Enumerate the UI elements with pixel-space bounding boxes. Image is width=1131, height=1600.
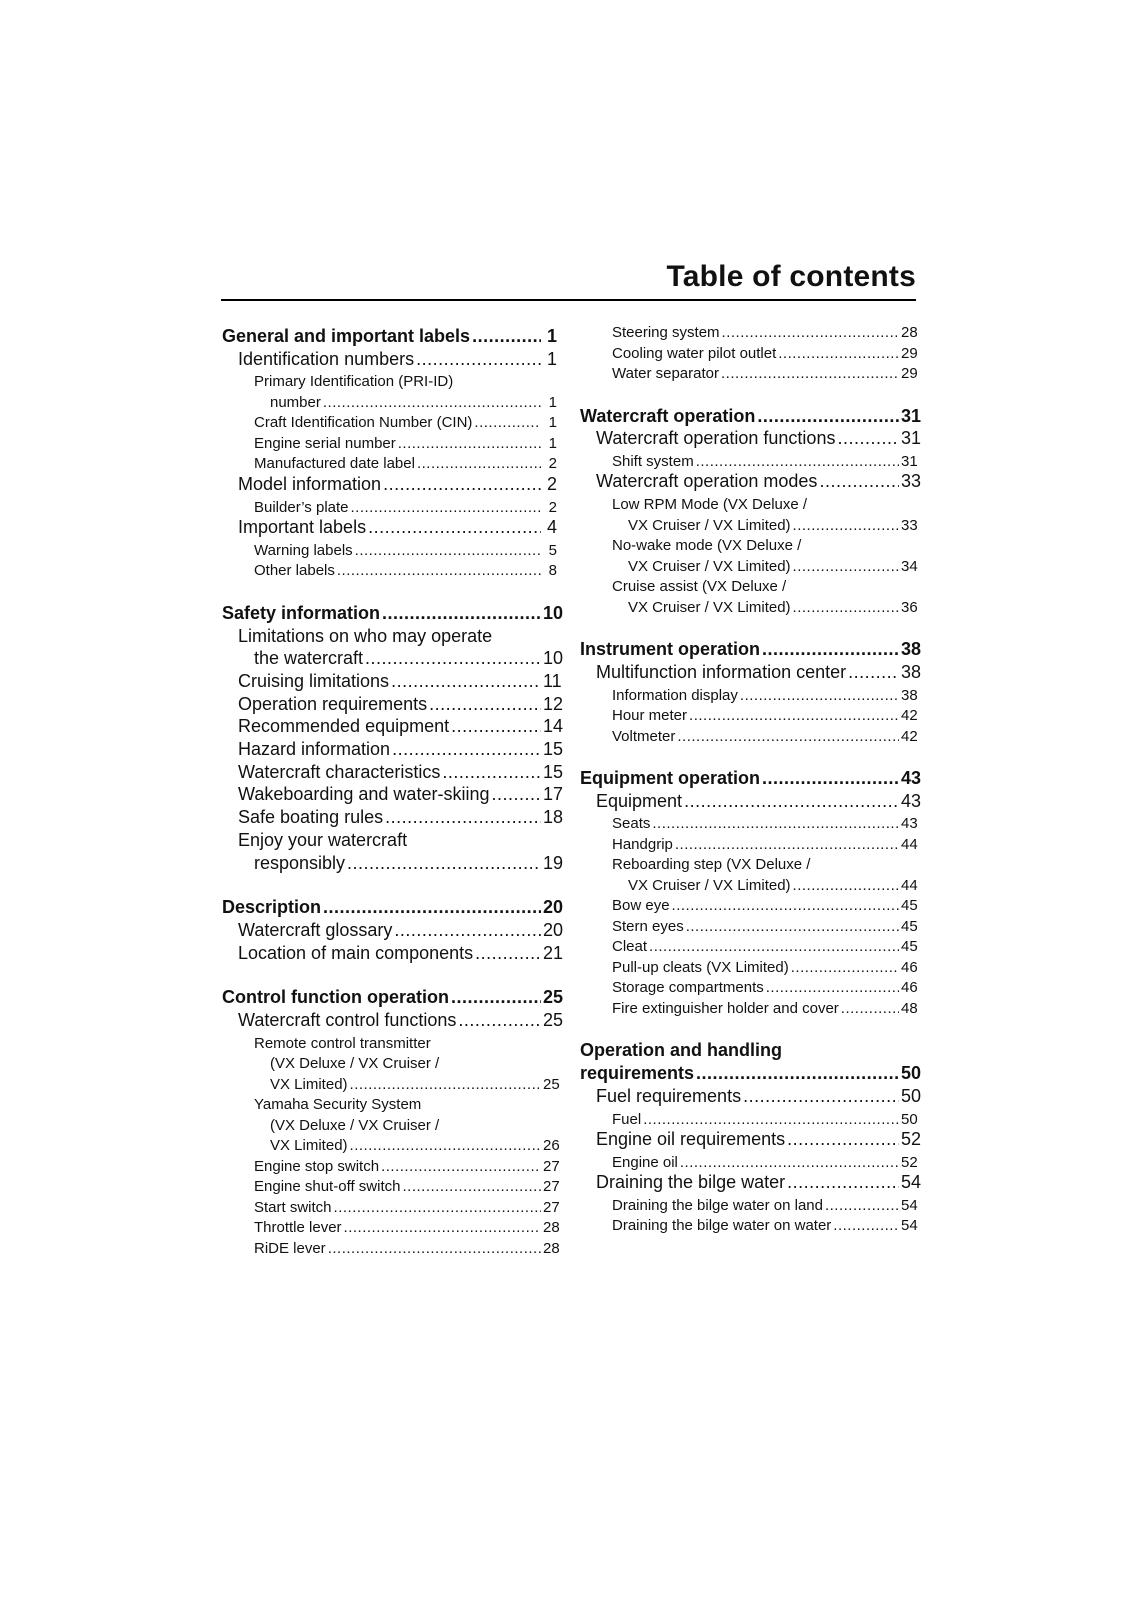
toc-entry[interactable] — [596, 1085, 922, 1107]
dot-leader — [381, 1158, 541, 1175]
dot-leader — [689, 707, 899, 724]
toc-entry[interactable] — [628, 516, 918, 534]
toc-entry-title: Steering system — [612, 324, 720, 341]
toc-page-number: 50 — [901, 1085, 922, 1106]
toc-page-number: 15 — [543, 739, 564, 759]
toc-page-number: 1 — [548, 414, 557, 432]
toc-page-number: 27 — [543, 1198, 560, 1216]
toc-page-number: 38 — [901, 661, 922, 682]
toc-entry-title: Engine shut-off switch — [254, 1178, 401, 1196]
toc-page-number: 34 — [901, 557, 918, 575]
dot-leader — [762, 639, 899, 660]
dot-leader — [472, 326, 541, 347]
toc-page-number: 31 — [901, 452, 918, 470]
toc-entry-title: (VX Deluxe / VX Cruiser / — [270, 1116, 440, 1134]
dot-leader — [382, 603, 541, 624]
dot-leader — [398, 435, 541, 452]
toc-entry-title: Draining the bilge water on land — [612, 1196, 823, 1214]
toc-page-number: 29 — [901, 365, 918, 382]
dot-leader — [672, 897, 899, 914]
toc-entry[interactable] — [254, 648, 564, 669]
toc-entry-title: Manufactured date label — [254, 455, 415, 473]
toc-section-heading[interactable] — [580, 768, 922, 789]
dot-leader — [347, 853, 541, 874]
toc-entry-title: Builder’s plate — [254, 498, 349, 516]
toc-entry[interactable] — [612, 686, 918, 704]
toc-entry-title: Cruising limitations — [238, 670, 390, 691]
dot-leader — [757, 406, 899, 427]
dot-leader — [323, 897, 541, 918]
dot-leader — [793, 517, 899, 534]
toc-entry[interactable] — [270, 1055, 557, 1072]
dot-leader — [787, 1129, 899, 1150]
toc-page-number: 31 — [901, 405, 922, 426]
toc-entry[interactable] — [612, 1153, 918, 1171]
toc-entry-title: Watercraft operation — [580, 405, 756, 426]
toc-entry-title: Equipment — [596, 790, 683, 811]
toc-entry[interactable] — [612, 365, 918, 382]
toc-entry[interactable] — [596, 471, 922, 492]
toc-entry-title: Cooling water pilot outlet — [612, 344, 777, 362]
toc-entry[interactable] — [238, 1010, 564, 1031]
dot-leader — [350, 1137, 541, 1154]
dot-leader — [793, 877, 899, 894]
toc-entry-title: Safe boating rules — [238, 807, 384, 828]
toc-entry-title: Craft Identification Number (CIN) — [254, 414, 473, 432]
dot-leader — [743, 1086, 899, 1107]
toc-entry[interactable] — [596, 428, 922, 449]
toc-page-number: 50 — [901, 1063, 922, 1084]
toc-page-number: 26 — [543, 1137, 560, 1155]
toc-entry-title: Operation requirements — [238, 693, 428, 714]
toc-page-number: 10 — [543, 602, 564, 623]
toc-entry-title: (VX Deluxe / VX Cruiser / — [270, 1055, 440, 1073]
dot-leader — [833, 1217, 899, 1234]
toc-entry-title: Fuel requirements — [596, 1085, 742, 1106]
toc-entry[interactable] — [612, 835, 918, 853]
toc-page-number: 54 — [901, 1172, 922, 1193]
toc-entry-title: Cleat — [612, 938, 648, 956]
dot-leader — [416, 349, 541, 370]
toc-page-number: 1 — [546, 326, 557, 346]
toc-entry[interactable] — [612, 958, 918, 976]
toc-entry[interactable] — [254, 1178, 560, 1196]
toc-entry-title: Draining the bilge water on water — [612, 1217, 832, 1235]
toc-entry-title: Remote control transmitter — [254, 1034, 431, 1052]
dot-leader — [778, 345, 899, 362]
toc-entry-title: Engine stop switch — [254, 1157, 380, 1175]
toc-page-number: 33 — [901, 471, 922, 492]
toc-entry-title: Stern eyes — [612, 917, 684, 935]
toc-page-number: 33 — [901, 516, 918, 534]
toc-entry-title: Control function operation — [222, 987, 449, 1008]
toc-page-number: 25 — [543, 1010, 564, 1030]
dot-leader — [721, 365, 899, 382]
toc-page-number: 28 — [543, 1219, 560, 1237]
toc-page-number: 27 — [543, 1157, 560, 1175]
toc-page-number: 45 — [901, 917, 918, 935]
toc-page-number: 19 — [543, 852, 564, 873]
toc-entry[interactable] — [612, 999, 918, 1017]
dot-leader — [474, 414, 541, 431]
toc-entry-title: VX Limited) — [270, 1137, 348, 1155]
toc-entry[interactable] — [254, 1239, 560, 1257]
toc-page-number: 25 — [543, 987, 564, 1008]
page-title: Table of contents — [666, 260, 916, 293]
toc-entry[interactable] — [612, 979, 918, 997]
toc-entry[interactable] — [238, 739, 564, 760]
toc-entry[interactable] — [238, 716, 564, 737]
toc-entry[interactable] — [254, 542, 557, 559]
toc-entry[interactable] — [596, 661, 922, 683]
toc-entry-title: Fire extinguisher holder and cover — [612, 999, 839, 1017]
toc-entry[interactable] — [238, 349, 557, 370]
dot-leader — [429, 694, 541, 715]
dot-leader — [368, 517, 541, 538]
toc-entry[interactable] — [238, 761, 564, 783]
toc-entry-title: Low RPM Mode (VX Deluxe / — [612, 496, 808, 514]
toc-entry-title: Watercraft characteristics — [238, 761, 441, 782]
toc-entry-title: requirements — [580, 1063, 695, 1084]
toc-entry-title: Fuel — [612, 1110, 642, 1128]
toc-entry-title: Instrument operation — [580, 639, 761, 660]
toc-page-number: 38 — [901, 686, 918, 704]
toc-page-number: 14 — [543, 716, 564, 737]
dot-leader — [766, 979, 899, 996]
toc-entry-title: Reboarding step (VX Deluxe / — [612, 856, 811, 874]
dot-leader — [385, 807, 541, 828]
toc-entry[interactable] — [612, 1196, 918, 1214]
toc-page-number: 1 — [548, 393, 557, 411]
toc-entry-title: Watercraft control functions — [238, 1010, 457, 1030]
dot-leader — [391, 671, 541, 692]
toc-entry[interactable] — [254, 562, 557, 579]
toc-entry-title: Watercraft glossary — [238, 919, 393, 940]
toc-entry-title: Safety information — [222, 602, 381, 623]
toc-page-number: 44 — [901, 876, 918, 894]
toc-entry-title: Watercraft operation modes — [596, 471, 818, 492]
toc-page-number: 54 — [901, 1196, 918, 1214]
toc-page-number: 36 — [901, 598, 918, 616]
dot-leader — [323, 394, 541, 411]
toc-page-number: 5 — [548, 541, 557, 559]
dot-leader — [680, 1154, 899, 1171]
toc-page-number: 2 — [548, 498, 557, 516]
toc-page-number: 10 — [543, 648, 564, 669]
toc-page-number: 46 — [901, 958, 918, 976]
toc-entry[interactable] — [612, 815, 918, 833]
toc-entry[interactable] — [596, 1129, 922, 1150]
dot-leader — [442, 762, 541, 783]
toc-entry[interactable] — [612, 452, 918, 470]
toc-page-number: 43 — [901, 815, 918, 833]
toc-page-number: 8 — [548, 562, 557, 580]
toc-entry-title: Location of main components — [238, 942, 474, 963]
toc-entry[interactable] — [612, 727, 918, 745]
dot-leader — [677, 728, 899, 745]
dot-leader — [675, 836, 899, 853]
toc-entry-title: Handgrip — [612, 835, 673, 853]
toc-entry-title: Shift system — [612, 452, 694, 470]
toc-entry-title: number — [270, 393, 321, 411]
toc-page-number: 31 — [901, 428, 922, 449]
toc-page-number: 42 — [901, 727, 918, 745]
toc-entry-title: Enjoy your watercraft — [238, 829, 408, 850]
toc-entry[interactable] — [254, 373, 557, 390]
toc-page-number: 43 — [901, 790, 922, 811]
toc-entry[interactable] — [612, 856, 915, 873]
dot-leader — [350, 1076, 541, 1093]
toc-entry[interactable] — [238, 830, 557, 851]
dot-leader — [684, 791, 899, 812]
toc-entry-title: Yamaha Security System — [254, 1096, 422, 1114]
dot-leader — [383, 474, 541, 495]
toc-entry[interactable] — [612, 1217, 918, 1235]
toc-entry-title: RiDE lever — [254, 1239, 326, 1257]
toc-section-heading[interactable] — [222, 897, 564, 918]
toc-entry[interactable] — [612, 1110, 918, 1128]
toc-entry-title: Voltmeter — [612, 727, 676, 745]
dot-leader — [740, 687, 899, 704]
toc-entry[interactable] — [238, 517, 557, 538]
toc-entry-title: General and important labels — [222, 326, 471, 346]
dot-leader — [344, 1219, 541, 1236]
toc-entry-title: Hour meter — [612, 707, 688, 724]
dot-leader — [355, 542, 541, 559]
dot-leader — [841, 1000, 899, 1017]
toc-page-number: 21 — [543, 942, 564, 963]
toc-entry-title: Multifunction information center — [596, 661, 847, 682]
dot-leader — [475, 943, 541, 964]
dot-leader — [791, 959, 899, 976]
toc-entry[interactable] — [254, 1096, 557, 1113]
toc-entry-title: Limitations on who may operate — [238, 625, 493, 646]
toc-entry-title: Operation and handling — [580, 1040, 782, 1061]
dot-leader — [365, 648, 541, 669]
toc-entry[interactable] — [238, 474, 557, 495]
toc-page-number: 17 — [543, 784, 564, 805]
toc-entry[interactable] — [254, 1219, 560, 1237]
dot-leader — [334, 1199, 541, 1216]
toc-entry[interactable] — [270, 1117, 557, 1134]
toc-entry[interactable] — [612, 897, 918, 915]
toc-entry-title: Other labels — [254, 562, 335, 580]
toc-page-number: 18 — [543, 807, 564, 828]
toc-entry[interactable] — [628, 598, 918, 616]
toc-entry-title: Identification numbers — [238, 348, 415, 369]
dot-leader — [686, 918, 899, 935]
toc-page-number: 28 — [543, 1239, 560, 1257]
toc-section-heading[interactable] — [222, 326, 557, 347]
toc-entry[interactable] — [254, 1035, 557, 1052]
toc-entry-title: No-wake mode (VX Deluxe / — [612, 537, 802, 555]
toc-entry-title: Seats — [612, 815, 651, 833]
toc-entry-title: VX Cruiser / VX Limited) — [628, 516, 791, 534]
toc-section-heading[interactable] — [580, 1040, 915, 1061]
toc-page-number: 25 — [543, 1075, 560, 1093]
toc-entry-title: responsibly — [254, 852, 346, 873]
toc-page-number: 2 — [548, 455, 557, 473]
toc-entry-title: Water separator — [612, 365, 719, 382]
toc-entry[interactable] — [254, 455, 557, 472]
toc-entry-title: Hazard information — [238, 739, 391, 759]
dot-leader — [337, 562, 541, 579]
toc-entry-title: Throttle lever — [254, 1219, 342, 1237]
toc-entry-title: Information display — [612, 686, 738, 704]
dot-leader — [451, 987, 541, 1008]
toc-entry-title: VX Limited) — [270, 1075, 348, 1093]
dot-leader — [328, 1240, 541, 1257]
toc-page-number: 20 — [543, 897, 564, 918]
dot-leader — [451, 716, 541, 737]
toc-page-number: 42 — [901, 707, 918, 724]
toc-entry[interactable] — [612, 324, 918, 341]
toc-page-number: 20 — [543, 919, 564, 940]
toc-entry[interactable] — [238, 942, 564, 964]
toc-entry[interactable] — [270, 1137, 560, 1155]
toc-page-number: 29 — [901, 344, 918, 362]
dot-leader — [696, 453, 899, 470]
toc-entry[interactable] — [612, 344, 918, 362]
toc-page-number: 44 — [901, 835, 918, 853]
toc-entry-title: Bow eye — [612, 897, 670, 915]
toc-entry-title: Important labels — [238, 517, 367, 538]
toc-page-number: 28 — [901, 324, 918, 341]
toc-entry[interactable] — [612, 496, 915, 513]
toc-entry[interactable] — [628, 876, 918, 894]
toc-page-number: 15 — [543, 761, 564, 782]
toc-entry-title: VX Cruiser / VX Limited) — [628, 557, 791, 575]
toc-entry-title: VX Cruiser / VX Limited) — [628, 876, 791, 894]
toc-entry[interactable] — [596, 790, 922, 812]
toc-entry[interactable] — [238, 919, 564, 941]
toc-page-number: 12 — [543, 693, 564, 714]
toc-page-number: 45 — [901, 897, 918, 915]
dot-leader — [819, 471, 899, 492]
toc-entry-title: Engine oil — [612, 1153, 678, 1171]
toc-page-number: 2 — [546, 473, 557, 494]
dot-leader — [351, 499, 541, 516]
toc-entry-title: Engine oil requirements — [596, 1129, 786, 1149]
toc-entry[interactable] — [612, 537, 915, 554]
toc-entry-title: Recommended equipment — [238, 716, 450, 737]
toc-entry[interactable] — [238, 693, 564, 715]
dot-leader — [458, 1010, 541, 1031]
toc-entry[interactable] — [612, 938, 918, 956]
dot-leader — [762, 768, 899, 789]
toc-page-number: 11 — [543, 670, 562, 691]
dot-leader — [787, 1172, 899, 1193]
toc-page-number: 46 — [901, 979, 918, 997]
toc-entry-title: Warning labels — [254, 541, 353, 559]
toc-entry[interactable] — [238, 670, 562, 692]
toc-page-number: 50 — [901, 1110, 918, 1128]
toc-page-number: 38 — [901, 639, 922, 660]
dot-leader — [392, 739, 541, 760]
dot-leader — [793, 599, 899, 616]
toc-entry-title: Engine serial number — [254, 434, 396, 452]
dot-leader — [491, 784, 541, 805]
dot-leader — [402, 1178, 541, 1195]
toc-entry-title: Description — [222, 897, 322, 918]
toc-entry[interactable] — [254, 852, 564, 874]
toc-page-number: 4 — [546, 517, 557, 538]
toc-entry[interactable] — [254, 499, 557, 516]
dot-leader — [848, 662, 899, 683]
toc-entry-title: VX Cruiser / VX Limited) — [628, 598, 791, 616]
toc-section-heading[interactable] — [580, 1063, 922, 1084]
dot-leader — [722, 324, 899, 341]
toc-entry-title: Draining the bilge water — [596, 1172, 786, 1193]
toc-page-number: 27 — [543, 1178, 560, 1196]
toc-page-number: 1 — [548, 434, 557, 452]
toc-page-number: 45 — [901, 938, 918, 956]
toc-entry[interactable] — [596, 1172, 922, 1193]
dot-leader — [837, 428, 899, 449]
dot-leader — [643, 1111, 899, 1128]
toc-entry-title: Wakeboarding and water-skiing — [238, 784, 490, 805]
dot-leader — [825, 1197, 899, 1214]
toc-entry[interactable] — [270, 394, 557, 411]
toc-entry[interactable] — [612, 917, 918, 935]
toc-entry[interactable] — [270, 1075, 560, 1093]
toc-entry-title: Equipment operation — [580, 768, 760, 788]
toc-entry[interactable] — [238, 626, 557, 647]
toc-entry[interactable] — [254, 1157, 560, 1175]
dot-leader — [652, 815, 899, 832]
toc-entry[interactable] — [612, 578, 915, 595]
dot-leader — [649, 938, 899, 955]
toc-entry-title: Storage compartments — [612, 979, 764, 997]
toc-entry[interactable] — [254, 1198, 560, 1216]
toc-section-heading[interactable] — [580, 405, 922, 427]
toc-page-number: 54 — [901, 1217, 918, 1235]
toc-page-number: 52 — [901, 1153, 918, 1171]
toc-section-heading[interactable] — [580, 639, 922, 660]
toc-section-heading[interactable] — [222, 602, 564, 624]
toc-entry-title: Start switch — [254, 1198, 332, 1216]
toc-entry[interactable] — [238, 784, 564, 805]
toc-entry-title: Primary Identification (PRI-ID) — [254, 373, 454, 391]
toc-page-number: 43 — [901, 768, 922, 788]
toc-entry-title: Watercraft operation functions — [596, 428, 836, 449]
dot-leader — [417, 455, 541, 472]
dot-leader — [696, 1063, 899, 1084]
toc-section-heading[interactable] — [222, 987, 564, 1008]
toc-page-number: 1 — [546, 348, 557, 369]
toc-entry-title: Cruise assist (VX Deluxe / — [612, 578, 787, 596]
dot-leader — [793, 558, 899, 575]
toc-page-number: 52 — [901, 1129, 922, 1149]
toc-entry[interactable] — [238, 807, 564, 828]
dot-leader — [394, 920, 541, 941]
toc-entry[interactable] — [612, 707, 918, 724]
toc-entry[interactable] — [254, 414, 557, 431]
toc-entry[interactable] — [628, 557, 918, 575]
toc-entry-title: Model information — [238, 473, 382, 494]
toc-page-number: 48 — [901, 999, 918, 1017]
toc-entry-title: Pull-up cleats (VX Limited) — [612, 958, 789, 976]
toc-entry[interactable] — [254, 435, 557, 452]
toc-entry-title: the watercraft — [254, 648, 364, 669]
title-rule — [221, 299, 916, 301]
